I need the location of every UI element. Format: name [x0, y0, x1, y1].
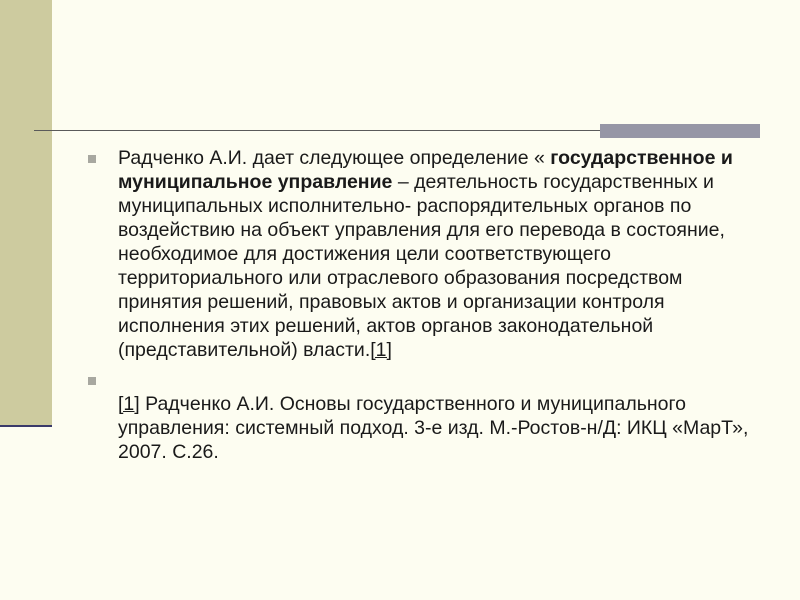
footnote-text: Радченко А.И. Основы государственного и муниципального управления: системный подход. 3-е изд. М.-Ростов-н/Д: ИКЦ «МарТ», 2007. С.26.: [118, 393, 749, 463]
square-bullet-icon: [88, 377, 96, 385]
footnote-ref[interactable]: [1]: [118, 393, 140, 415]
left-decorative-band: [0, 0, 52, 425]
definition-text: – деятельность государственных и муниципальных исполнительно- распорядительных органов по воздействию на объект управления для его перевода в состояние, необходимое для достижения цели соответствующего территориального или отраслевого образования посредством принятия решений, правовых актов и организации контроля исполнения этих решений, актов органов законодательной (представительной) власти.: [118, 171, 725, 361]
horizontal-rule-block: [600, 124, 760, 138]
left-band-underline: [0, 425, 52, 427]
horizontal-rule: [34, 130, 600, 131]
bullet-item-definition: [88, 146, 758, 362]
square-bullet-icon: [88, 155, 96, 163]
definition-intro: Радченко А.И. дает следующее определение «: [118, 147, 551, 169]
definition-term: государственное и муниципальное управление: [118, 147, 733, 193]
slide-content: [88, 146, 758, 464]
footnote-link[interactable]: [1]: [370, 339, 392, 361]
bullet-item-footnote: [88, 368, 758, 464]
